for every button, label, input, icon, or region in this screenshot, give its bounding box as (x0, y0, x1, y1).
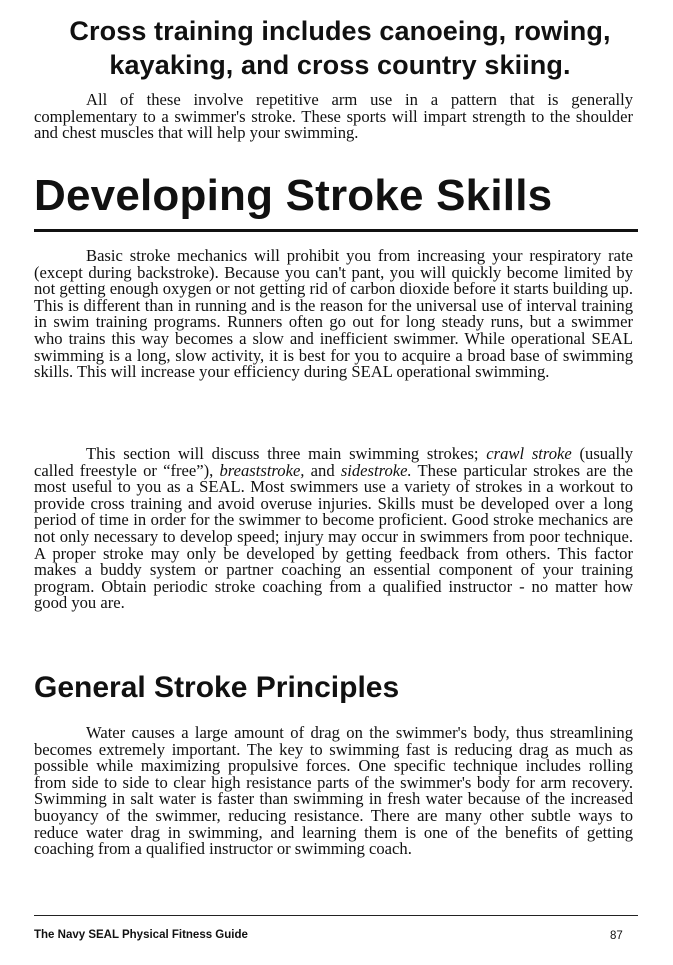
footer-book-title: The Navy SEAL Physical Fitness Guide (34, 929, 248, 941)
stroke-skills-paragraph-2 (34, 446, 633, 612)
page-number: 87 (610, 930, 623, 942)
developing-stroke-skills-heading: Developing Stroke Skills (34, 171, 553, 220)
paragraph-text-segment: and (304, 460, 341, 480)
heading-underline-rule (34, 229, 638, 232)
intro-paragraph: All of these involve repetitive arm use in a pattern that is generally complementary to a swimmer's stroke. These sports will impart strength to the shoulder and chest muscles that will help your swimming. (34, 90, 633, 143)
sidestroke-term: sidestroke. (340, 460, 412, 480)
footer-rule (34, 915, 638, 916)
cross-training-heading: Cross training includes canoeing, rowing, kayaking, and cross country skiing. (69, 16, 611, 80)
paragraph-text-segment: (usually called freestyle or “free”), (34, 444, 633, 480)
paragraph-text-segment: These particular strokes are the most useful to you as a SEAL. Most swimmers use a variety of strokes in a workout to provide cross training and avoid overuse injuries. Skills must be developed over a long period of time in order for the swimmer to become proficient. Good stroke mechanics are not only necessary to develop speed; injury may occur in swimmers from poor technique. A proper stroke may only be developed by getting feedback from others. This factor makes a buddy system or partner coaching an essential component of your training program. Obtain periodic stroke coaching from a qualified instructor - no matter how good you are. (34, 460, 633, 613)
general-stroke-principles-heading: General Stroke Principles (34, 671, 400, 704)
stroke-skills-paragraph-1: Basic stroke mechanics will prohibit you from increasing your respiratory rate (except during backstroke). Because you can't pant, you will quickly become limited by not getting enough oxygen or not getting rid of carbon dioxide before it starts building up. This is different than in running and is the reason for the universal use of interval training in swim training programs. Runners often go out for long steady runs, but a swimmer who trains this way becomes a slow and inefficient swimmer. While operational SEAL swimming is a long, slow activity, it is best for you to acquire a broad base of swimming skills. This will increase your efficiency during SEAL operational swimming. (34, 246, 633, 382)
crawl-stroke-term: crawl stroke (486, 444, 572, 463)
breaststroke-term: breaststroke, (219, 460, 305, 480)
stroke-principles-paragraph: Water causes a large amount of drag on the swimmer's body, thus streamlining becomes extremely important. The key to swimming fast is reducing drag as much as possible while maximizing propulsive forces. One specific technique includes rolling from side to side to clear high resistance parts of the swimmer's body for arm recovery. Swimming in salt water is faster than swimming in fresh water because of the increased buoyancy of the swimmer, reducing resistance. There are many other subtle ways to reduce water drag in swimming, and learning them is one of the benefits of getting coaching from a qualified instructor or swimming coach. (34, 723, 633, 859)
paragraph-text-segment: This section will discuss three main swimming strokes; (86, 444, 487, 463)
